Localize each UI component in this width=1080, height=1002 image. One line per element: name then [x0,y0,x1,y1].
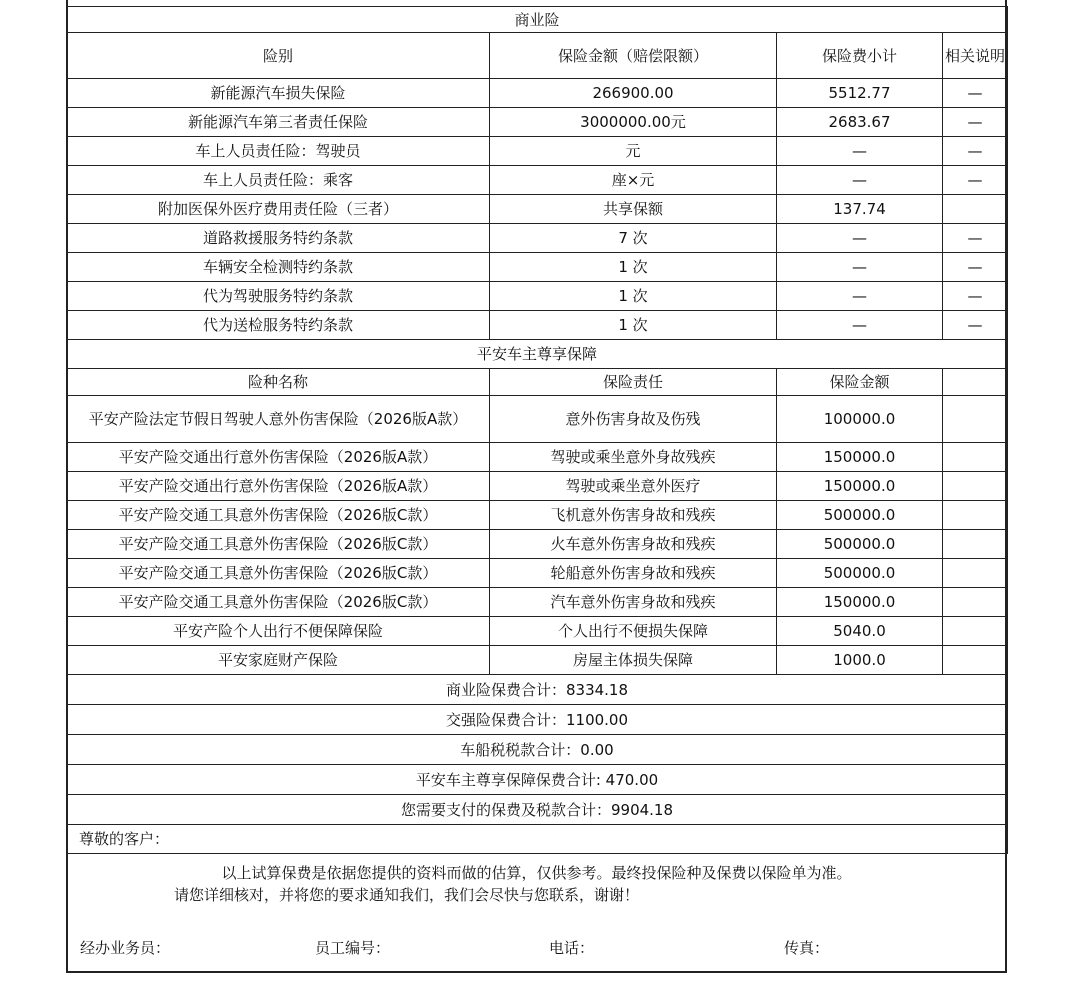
vip-amount: 150000.0 [777,588,943,617]
vip-liability: 意外伤害身故及伤残 [490,396,777,443]
coverage-name: 代为驾驶服务特约条款 [67,282,490,311]
vip-amount: 5040.0 [777,617,943,646]
greeting-text: 尊敬的客户： [67,825,1008,854]
vip-table-row [67,617,1008,646]
note-line-1: 以上试算保费是依据您提供的资料而做的估算，仅供参考。最终投保险种及保费以保险单为准。 [221,864,852,882]
vip-liability: 轮船意外伤害身故和残疾 [490,559,777,588]
remarks: — [943,224,1008,253]
remarks: — [943,166,1008,195]
premium: — [777,311,943,340]
vip-empty-cell [943,559,1008,588]
vip-liability: 火车意外伤害身故和残疾 [490,530,777,559]
commercial-header-row [67,33,1008,79]
vip-empty-cell [943,646,1008,675]
premium: 5512.77 [777,79,943,108]
premium-header: 保险费小计 [777,33,943,79]
commercial-table-row [67,195,1008,224]
commercial-total: 商业险保费合计：8334.18 [67,675,1008,705]
vip-liability: 驾驶或乘坐意外身故残疾 [490,443,777,472]
remarks: — [943,282,1008,311]
vip-table-row [67,501,1008,530]
vip-product-name: 平安家庭财产保险 [67,646,490,675]
employee-no-label: 员工编号： [315,939,391,957]
remarks: — [943,108,1008,137]
remarks: — [943,253,1008,282]
sum-insured: 共享保额 [490,195,777,224]
vip-empty-cell [943,588,1008,617]
sum-insured: 1 次 [490,282,777,311]
vip-empty-cell [943,617,1008,646]
coverage-header: 险别 [67,33,490,79]
phone-label: 电话： [549,939,595,957]
vip-empty-header [943,369,1008,396]
vip-table-row [67,443,1008,472]
fax-label: 传真： [784,939,830,957]
vip-product-name: 平安产险交通工具意外伤害保险（2026版C款） [67,501,490,530]
agent-label: 经办业务员： [80,939,171,957]
commercial-section-row [67,7,1008,33]
remarks: — [943,137,1008,166]
remarks: — [943,79,1008,108]
vip-product-name: 平安产险交通工具意外伤害保险（2026版C款） [67,530,490,559]
vip-amount: 500000.0 [777,530,943,559]
commercial-table-row [67,253,1008,282]
vip-amount-header: 保险金额 [777,369,943,396]
remarks-header: 相关说明 [943,33,1008,79]
coverage-name: 车上人员责任险：乘客 [67,166,490,195]
sum-insured: 3000000.00元 [490,108,777,137]
commercial-table-row [67,224,1008,253]
commercial-table-row [67,137,1008,166]
coverage-name: 新能源汽车损失保险 [67,79,490,108]
coverage-name: 附加医保外医疗费用责任险（三者） [67,195,490,224]
commercial-table-row [67,166,1008,195]
vip-empty-cell [943,530,1008,559]
vip-table-row [67,588,1008,617]
premium: 2683.67 [777,108,943,137]
vip-total: 平安车主尊享保障保费合计: 470.00 [67,765,1008,795]
grand-total: 您需要支付的保费及税款合计：9904.18 [67,795,1008,825]
vehicle-tax-total: 车船税税款合计：0.00 [67,735,1008,765]
vip-table-row [67,559,1008,588]
remarks: — [943,311,1008,340]
vip-liability: 汽车意外伤害身故和残疾 [490,588,777,617]
vip-product-name: 平安产险法定节假日驾驶人意外伤害保险（2026版A款） [67,396,490,443]
vip-liability: 驾驶或乘坐意外医疗 [490,472,777,501]
vip-amount: 1000.0 [777,646,943,675]
vip-empty-cell [943,501,1008,530]
premium: — [777,137,943,166]
vip-amount: 150000.0 [777,472,943,501]
commercial-section-title: 商业险 [67,7,1008,33]
sum-insured: 元 [490,137,777,166]
compulsory-total: 交强险保费合计：1100.00 [67,705,1008,735]
premium: 137.74 [777,195,943,224]
vip-empty-cell [943,443,1008,472]
vip-section-row [67,340,1008,369]
sum-insured: 1 次 [490,253,777,282]
vip-product-name: 平安产险个人出行不便保障保险 [67,617,490,646]
vip-liability: 飞机意外伤害身故和残疾 [490,501,777,530]
vip-table-row [67,472,1008,501]
sum-insured: 7 次 [490,224,777,253]
note-line-2: 请您详细核对，并将您的要求通知我们，我们会尽快与您联系，谢谢！ [174,886,640,904]
vip-product-name: 平安产险交通出行意外伤害保险（2026版A款） [67,472,490,501]
vip-table-row [67,530,1008,559]
commercial-table-row [67,311,1008,340]
premium: — [777,253,943,282]
coverage-name: 新能源汽车第三者责任保险 [67,108,490,137]
vehicle-tax-total-row [67,735,1008,765]
commercial-table-row [67,108,1008,137]
vip-section-title: 平安车主尊享保障 [67,340,1008,369]
vip-amount: 500000.0 [777,559,943,588]
greeting-row [67,825,1008,854]
coverage-name: 车上人员责任险：驾驶员 [67,137,490,166]
vip-liability-header: 保险责任 [490,369,777,396]
vip-empty-cell [943,396,1008,443]
sum-insured: 1 次 [490,311,777,340]
premium: — [777,282,943,311]
vip-liability: 房屋主体损失保障 [490,646,777,675]
vip-name-header: 险种名称 [67,369,490,396]
coverage-name: 代为送检服务特约条款 [67,311,490,340]
vip-amount: 100000.0 [777,396,943,443]
vip-product-name: 平安产险交通出行意外伤害保险（2026版A款） [67,443,490,472]
grand-total-row [67,795,1008,825]
sum-insured-header: 保险金额（赔偿限额） [490,33,777,79]
commercial-table-row [67,282,1008,311]
vip-total-row [67,765,1008,795]
commercial-table-row [67,79,1008,108]
quote-table [66,6,1008,854]
sum-insured: 266900.00 [490,79,777,108]
sum-insured: 座×元 [490,166,777,195]
vip-header-row [67,369,1008,396]
vip-amount: 150000.0 [777,443,943,472]
vip-product-name: 平安产险交通工具意外伤害保险（2026版C款） [67,588,490,617]
compulsory-total-row [67,705,1008,735]
commercial-total-row [67,675,1008,705]
vip-empty-cell [943,472,1008,501]
vip-table-row [67,646,1008,675]
vip-table-row [67,396,1008,443]
vip-liability: 个人出行不便损失保障 [490,617,777,646]
coverage-name: 车辆安全检测特约条款 [67,253,490,282]
premium: — [777,166,943,195]
remarks [943,195,1008,224]
vip-product-name: 平安产险交通工具意外伤害保险（2026版C款） [67,559,490,588]
premium: — [777,224,943,253]
vip-amount: 500000.0 [777,501,943,530]
coverage-name: 道路救援服务特约条款 [67,224,490,253]
